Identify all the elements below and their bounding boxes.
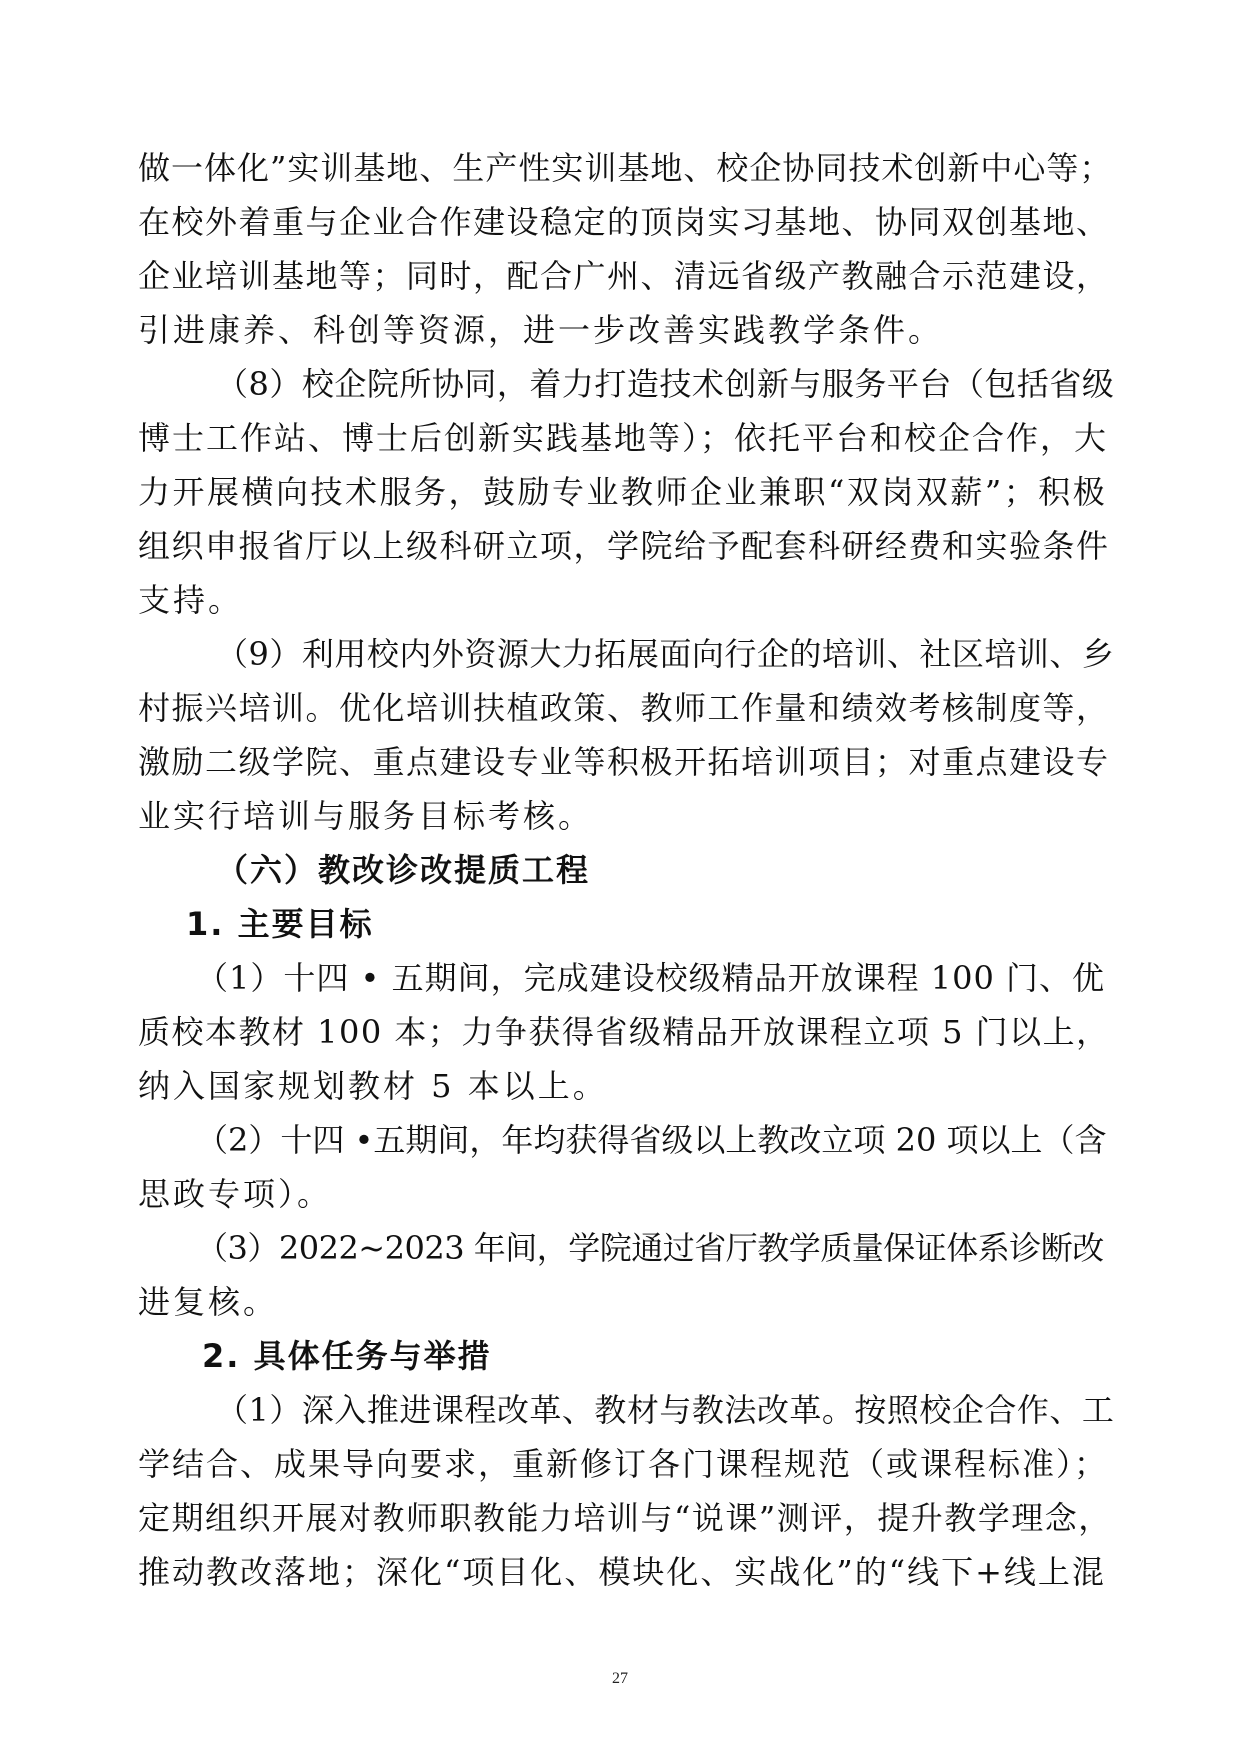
body-text-line: 学结合、成果导向要求，重新修订各门课程规范（或课程标准）； xyxy=(138,1445,1109,1483)
body-text-line: 推动教改落地；深化“项目化、模块化、实战化”的“线下+线上混 xyxy=(138,1553,1106,1591)
body-text-line: 激励二级学院、重点建设专业等积极开拓培训项目；对重点建设专 xyxy=(138,743,1110,781)
body-text-line: 定期组织开展对教师职教能力培训与“说课”测评，提升教学理念， xyxy=(138,1499,1112,1537)
body-text-line: 纳入国家规划教材 5 本以上。 xyxy=(138,1067,608,1105)
sub-heading-tasks: 2. 具体任务与举措 xyxy=(202,1337,492,1375)
body-text-line: 质校本教材 100 本；力争获得省级精品开放课程立项 5 门以上， xyxy=(138,1013,1110,1051)
body-text-line: 博士工作站、博士后创新实践基地等）；依托平台和校企合作，大 xyxy=(138,419,1109,457)
body-text-line: 企业培训基地等；同时，配合广州、清远省级产教融合示范建设， xyxy=(138,257,1110,295)
body-text-line: 村振兴培训。优化培训扶植政策、教师工作量和绩效考核制度等， xyxy=(138,689,1110,727)
body-text-line: 力开展横向技术服务，鼓励专业教师企业兼职“双岗双薪”；积极 xyxy=(138,473,1108,511)
body-text-line: 进复核。 xyxy=(138,1283,279,1321)
body-text-line: （3）2022~2023 年间，学院通过省厅教学质量保证体系诊断改 xyxy=(196,1229,1104,1267)
body-text-line: 组织申报省厅以上级科研立项，学院给予配套科研经费和实验条件 xyxy=(138,527,1110,565)
body-text-line: （1）深入推进课程改革、教材与教法改革。按照校企合作、工 xyxy=(216,1391,1115,1429)
body-text-line: 思政专项）。 xyxy=(138,1175,333,1213)
body-text-line: （8）校企院所协同，着力打造技术创新与服务平台（包括省级 xyxy=(216,365,1115,403)
body-text-line: （2）十四 •五期间，年均获得省级以上教改立项 20 项以上（含 xyxy=(196,1121,1107,1159)
section-heading: （六）教改诊改提质工程 xyxy=(216,851,591,889)
body-text-line: （1）十四 • 五期间，完成建设校级精品开放课程 100 门、优 xyxy=(196,959,1106,997)
body-text-line: 业实行培训与服务目标考核。 xyxy=(138,797,594,835)
sub-heading-main-goals: 1. 主要目标 xyxy=(186,905,374,943)
page-number: 27 xyxy=(612,1670,628,1687)
body-text-line: 做一体化”实训基地、生产性实训基地、校企协同技术创新中心等； xyxy=(138,149,1113,187)
body-text-line: 支持。 xyxy=(138,581,244,619)
body-text-line: （9）利用校内外资源大力拓展面向行企的培训、社区培训、乡 xyxy=(216,635,1115,673)
body-text-line: 引进康养、科创等资源，进一步改善实践教学条件。 xyxy=(138,311,944,349)
body-text-line: 在校外着重与企业合作建设稳定的顶岗实习基地、协同双创基地、 xyxy=(138,203,1110,241)
